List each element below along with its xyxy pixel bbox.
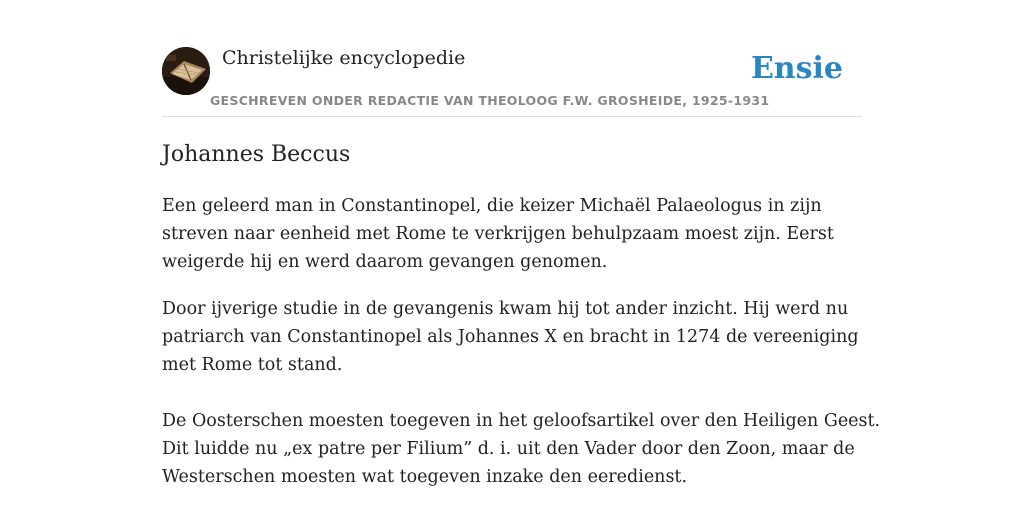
paragraph-line: De Oosterschen moesten toegeven in het geloofsartikel over den Heiligen Geest. <box>162 411 881 431</box>
paragraph-line: weigerde hij en werd daarom gevangen genomen. <box>162 252 608 272</box>
paragraph-line: patriarch van Constantinopel als Johannes X en bracht in 1274 de vereeniging <box>162 327 859 347</box>
page <box>162 0 881 512</box>
brand-logo[interactable]: Ensie <box>750 51 843 86</box>
paragraph-line: streven naar eenheid met Rome te verkrijgen behulpzaam moest zijn. Eerst <box>162 224 834 244</box>
site-subtitle: GESCHREVEN ONDER REDACTIE VAN THEOLOOG F.W. GROSHEIDE, 1925-1931 <box>210 93 770 108</box>
paragraph-line: Een geleerd man in Constantinopel, die keizer Michaël Palaeologus in zijn <box>162 196 822 216</box>
site-title[interactable]: Christelijke encyclopedie <box>222 47 466 69</box>
paragraph-line: Westerschen moesten wat toegeven inzake den eeredienst. <box>162 467 688 487</box>
site-header <box>162 0 862 117</box>
article-paragraph <box>162 407 881 491</box>
paragraph-line: Door ijverige studie in de gevangenis kwam hij tot ander inzicht. Hij werd nu <box>162 299 849 319</box>
paragraph-line: Dit luidde nu „ex patre per Filium” d. i. uit den Vader door den Zoon, maar de <box>162 439 855 459</box>
article-title: Johannes Beccus <box>162 142 351 167</box>
article-paragraph <box>162 295 862 379</box>
paragraph-line: met Rome tot stand. <box>162 355 343 375</box>
article-paragraph <box>162 192 862 276</box>
book-avatar-icon[interactable] <box>162 47 210 95</box>
